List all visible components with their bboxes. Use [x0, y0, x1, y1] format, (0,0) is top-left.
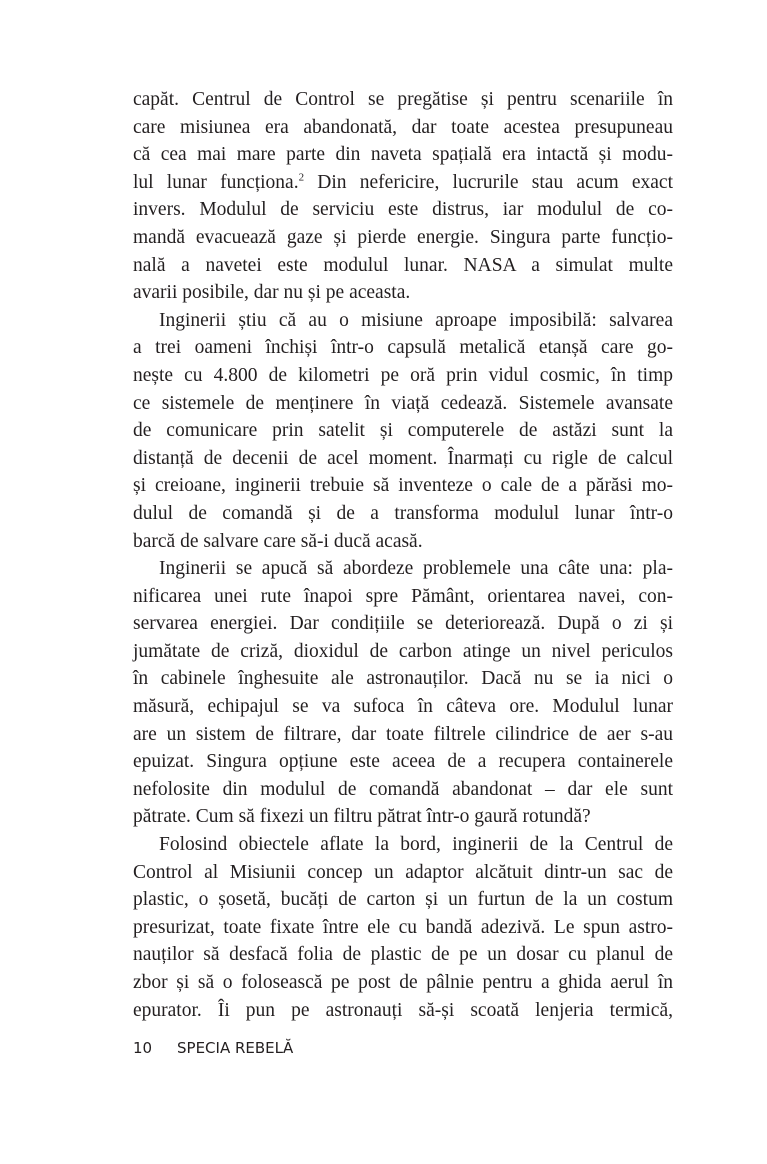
text-line: plastic, o șosetă, bucăți de carton și un furtun de la un costum: [133, 889, 673, 911]
text-line: presurizat, toate fixate între ele cu bandă adezivă. Le spun astro-: [133, 916, 673, 938]
text-line: care misiunea era abandonată, dar toate acestea presupuneau: [133, 116, 673, 138]
book-page-body: [133, 86, 673, 1024]
footnote-marker: 2: [298, 171, 305, 184]
text-line: dulul de comandă și de a transforma modulul lunar într-o: [133, 502, 673, 524]
text-line: Inginerii se apucă să abordeze problemele una câte una: pla-: [159, 558, 673, 580]
text-line: nește cu 4.800 de kilometri pe oră prin vidul cosmic, în timp: [133, 364, 673, 386]
running-title: SPECIA REBELĂ: [177, 1039, 294, 1057]
text-line: epuizat. Singura opțiune este aceea de a recupera containerele: [133, 751, 673, 773]
text-line: jumătate de criză, dioxidul de carbon atinge un nivel periculos: [133, 640, 673, 662]
text-line: nificarea unei rute înapoi spre Pământ, orientarea navei, con-: [133, 585, 673, 607]
text-line: că cea mai mare parte din naveta spațială era intactă și modu-: [133, 144, 673, 166]
paragraph: [133, 307, 673, 555]
text-line: Control al Misiunii concep un adaptor alcătuit dintr-un sac de: [133, 861, 673, 883]
text-line: are un sistem de filtrare, dar toate filtrele cilindrice de aer s-au: [133, 723, 673, 745]
text-line: ce sistemele de menținere în viață cedează. Sistemele avansate: [133, 392, 673, 414]
text-line: nauților să desfacă folia de plastic de pe un dosar cu planul de: [133, 944, 673, 966]
text-line: a trei oameni închiși într-o capsulă metalică etanșă care go-: [133, 337, 673, 359]
text-line: pătrate. Cum să fixezi un filtru pătrat într-o gaură rotundă?: [133, 806, 591, 828]
text-line: în cabinele înghesuite ale astronauților. Dacă nu se ia nici o: [133, 668, 673, 690]
text-line: de comunicare prin satelit și computerele de astăzi sunt la: [133, 420, 673, 442]
text-line: măsură, echipajul se va sufoca în câteva ore. Modulul lunar: [133, 696, 673, 718]
text-line: avarii posibile, dar nu și pe aceasta.: [133, 282, 411, 304]
text-line: servarea energiei. Dar condițiile se deteriorează. După o zi și: [133, 613, 673, 635]
page-footer: [133, 1039, 293, 1057]
text-line: mandă evacuează gaze și pierde energie. Singura parte funcțio-: [133, 226, 673, 248]
text-line: barcă de salvare care să-i ducă acasă.: [133, 530, 423, 552]
paragraph: [133, 86, 673, 307]
text-line: nefolosite din modulul de comandă abandonat – dar ele sunt: [133, 778, 673, 800]
text-line: epurator. Îi pun pe astronauți să-și scoată lenjeria termică,: [133, 999, 673, 1021]
page-number: 10: [133, 1039, 153, 1057]
paragraph: [133, 831, 673, 1024]
paragraph: [133, 555, 673, 831]
text-line: Inginerii știu că au o misiune aproape imposibilă: salvarea: [159, 309, 673, 331]
text-line: Folosind obiectele aflate la bord, inginerii de la Centrul de: [159, 834, 673, 856]
text-line: capăt. Centrul de Control se pregătise și pentru scenariile în: [133, 89, 673, 110]
text-line: invers. Modulul de serviciu este distrus, iar modulul de co-: [133, 199, 673, 221]
text-line: distanță de decenii de acel moment. Înarmați cu rigle de calcul: [133, 447, 673, 469]
text-line: lul lunar funcționa.$^2$ Din nefericire, lucrurile stau acum exact: [133, 171, 673, 193]
text-line: zbor și să o folosească pe post de pâlnie pentru a ghida aerul în: [133, 972, 673, 993]
text-line: și creioane, inginerii trebuie să inventeze o cale de a părăsi mo-: [133, 475, 673, 497]
text-line: nală a navetei este modulul lunar. NASA a simulat multe: [133, 254, 673, 276]
